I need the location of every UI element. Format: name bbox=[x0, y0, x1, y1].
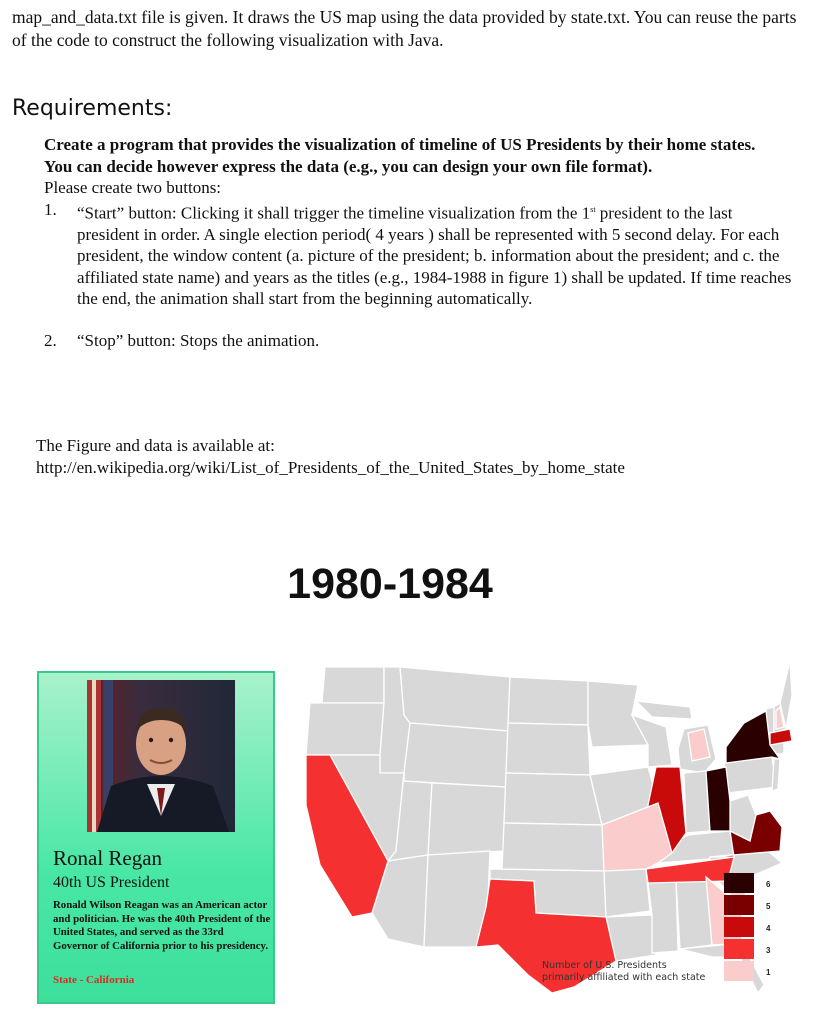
requirements-heading: Requirements: bbox=[12, 96, 173, 121]
requirement-bold-2: You can decide however express the data (e.g., you can design your own file format). bbox=[44, 156, 653, 176]
legend-label-4: 4 bbox=[766, 924, 771, 933]
requirement-bold-1: Create a program that provides the visualization of timeline of US Presidents by their home states. bbox=[44, 135, 756, 154]
state-oregon bbox=[306, 703, 384, 755]
state-south-dakota bbox=[506, 723, 590, 775]
state-ohio bbox=[706, 767, 730, 831]
legend-swatch-4 bbox=[724, 917, 754, 937]
state-minnesota bbox=[588, 681, 648, 747]
requirements-body bbox=[44, 134, 794, 351]
year-range-title: 1980-1984 bbox=[287, 560, 493, 608]
president-ordinal: 40th US President bbox=[53, 874, 170, 891]
source-block bbox=[36, 435, 625, 479]
state-new-jersey bbox=[772, 759, 780, 791]
list-number: 1. bbox=[44, 199, 57, 219]
president-card bbox=[37, 671, 275, 1004]
legend-caption-line-2: primarily affiliated with each state bbox=[542, 972, 706, 983]
state-mississippi bbox=[648, 881, 678, 953]
us-map bbox=[292, 655, 792, 995]
president-description: Ronald Wilson Reagan was an American actor and politician. He was the 40th President of the United States, and served as the 33rd Governor of California prior to his presidency. bbox=[53, 899, 271, 952]
legend-swatch-5 bbox=[724, 895, 754, 915]
state-nebraska bbox=[504, 773, 602, 825]
start-item-text: “Start” button: Clicking it shall trigger the timeline visualization from the 1 bbox=[77, 203, 591, 223]
start-item-text-rest: president to the last president in order. A single election period( 4 years ) shall be represented with 5 second delay. For each president, the window content (a. picture of the president; b. information about the president; and c. the affiliated state name) and years as the titles (e.g., 1984-1988 in figure 1) shall be updated. If time reaches the end, the animation shall start from the beginning automatically. bbox=[77, 203, 792, 309]
legend-swatch-3 bbox=[724, 939, 754, 959]
state-washington bbox=[322, 667, 384, 703]
source-line: The Figure and data is available at: bbox=[36, 436, 275, 455]
us-map-svg bbox=[292, 655, 792, 995]
stop-item-text: “Stop” button: Stops the animation. bbox=[77, 330, 320, 350]
source-url: http://en.wikipedia.org/wiki/List_of_Presidents_of_the_United_States_by_home_state bbox=[36, 458, 625, 477]
list-number: 2. bbox=[44, 330, 57, 350]
president-portrait-icon bbox=[87, 680, 235, 832]
president-name: Ronal Regan bbox=[53, 846, 163, 870]
state-colorado bbox=[428, 783, 506, 855]
state-north-dakota bbox=[508, 677, 588, 725]
legend-label-1: 1 bbox=[766, 968, 771, 977]
state-arkansas bbox=[604, 869, 650, 917]
legend-label-3: 3 bbox=[766, 946, 771, 955]
intro-paragraph: map_and_data.txt file is given. It draws the US map using the data provided by state.txt. You can reuse the parts of the code to construct the following visualization with Java. bbox=[12, 7, 797, 50]
legend-label-5: 5 bbox=[766, 902, 771, 911]
state-michigan-upper bbox=[636, 701, 692, 719]
requirement-item-stop bbox=[44, 330, 794, 352]
state-montana bbox=[400, 667, 510, 731]
legend-swatch-1 bbox=[724, 961, 754, 981]
state-wyoming bbox=[404, 723, 508, 787]
requirement-list bbox=[44, 199, 794, 352]
requirement-item-start bbox=[44, 199, 794, 310]
president-photo bbox=[87, 680, 235, 832]
legend-swatch-6 bbox=[724, 873, 754, 893]
requirement-buttons-intro: Please create two buttons: bbox=[44, 178, 222, 197]
state-kansas bbox=[502, 823, 604, 871]
ordinal-suffix: st bbox=[590, 204, 596, 214]
president-state: State - California bbox=[53, 974, 135, 986]
legend-label-6: 6 bbox=[766, 880, 771, 889]
legend-caption-line-1: Number of U.S. Presidents bbox=[542, 960, 667, 971]
